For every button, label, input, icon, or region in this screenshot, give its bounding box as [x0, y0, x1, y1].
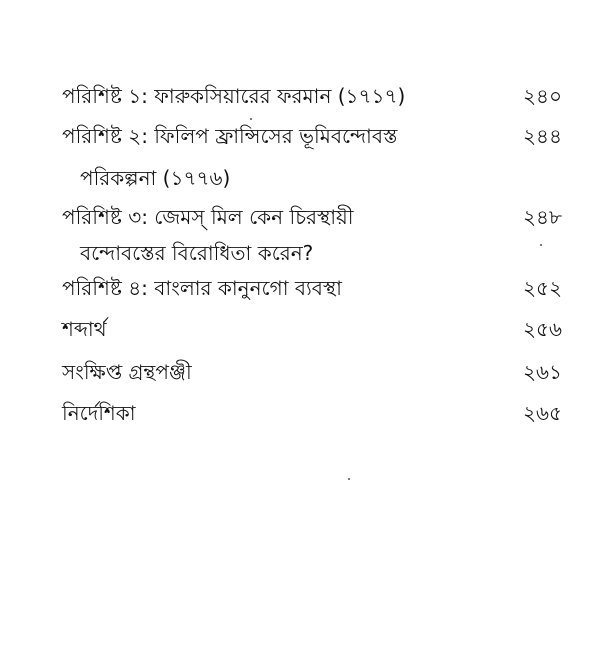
toc-entry-title: নির্দেশিকা	[62, 401, 136, 425]
toc-entry-title: শব্দার্থ	[62, 317, 107, 341]
toc-entry-title: পরিশিষ্ট ২: ফিলিপ ফ্রান্সিসের ভূমিবন্দোবস্ত	[62, 124, 398, 148]
toc-entry-bibliography[interactable]	[62, 354, 562, 390]
toc-entry-index[interactable]	[62, 395, 562, 431]
toc-entry-appendix-2[interactable]	[62, 118, 562, 196]
toc-entry-title: পরিশিষ্ট ৪: বাংলার কানুনগো ব্যবস্থা	[62, 276, 342, 300]
toc-page-number: ২৪৪	[523, 124, 562, 148]
toc-page-number: ২৪০	[523, 84, 562, 108]
toc-entry-appendix-1[interactable]	[62, 78, 562, 114]
toc-page-number: ২৬৫	[523, 401, 562, 425]
toc-entry-appendix-3[interactable]	[62, 199, 562, 271]
toc-page-number: ২৫৬	[523, 317, 562, 341]
toc-entry-title: পরিশিষ্ট ১: ফারুকসিয়ারের ফরমান (১৭১৭)	[62, 84, 406, 108]
toc-entry-glossary[interactable]	[62, 311, 562, 347]
toc-entry-title: সংক্ষিপ্ত গ্রন্থপঞ্জী	[62, 360, 192, 384]
toc-entry-title: পরিশিষ্ট ৩: জেমস্ মিল কেন চিরস্থায়ী	[62, 205, 354, 229]
toc-page-number: ২৬১	[523, 360, 562, 384]
paper-speck	[348, 478, 350, 480]
toc-entry-appendix-4[interactable]	[62, 270, 562, 306]
toc-page-number: ২৫২	[523, 276, 562, 300]
paper-speck	[540, 244, 542, 246]
toc-entry-title-continued: বন্দোবস্তের বিরোধিতা করেন?	[80, 241, 314, 265]
toc-page-number: ২৪৮	[523, 205, 562, 229]
toc-entry-title-continued: পরিকল্পনা (১৭৭৬)	[80, 166, 231, 190]
paper-speck	[250, 118, 252, 120]
